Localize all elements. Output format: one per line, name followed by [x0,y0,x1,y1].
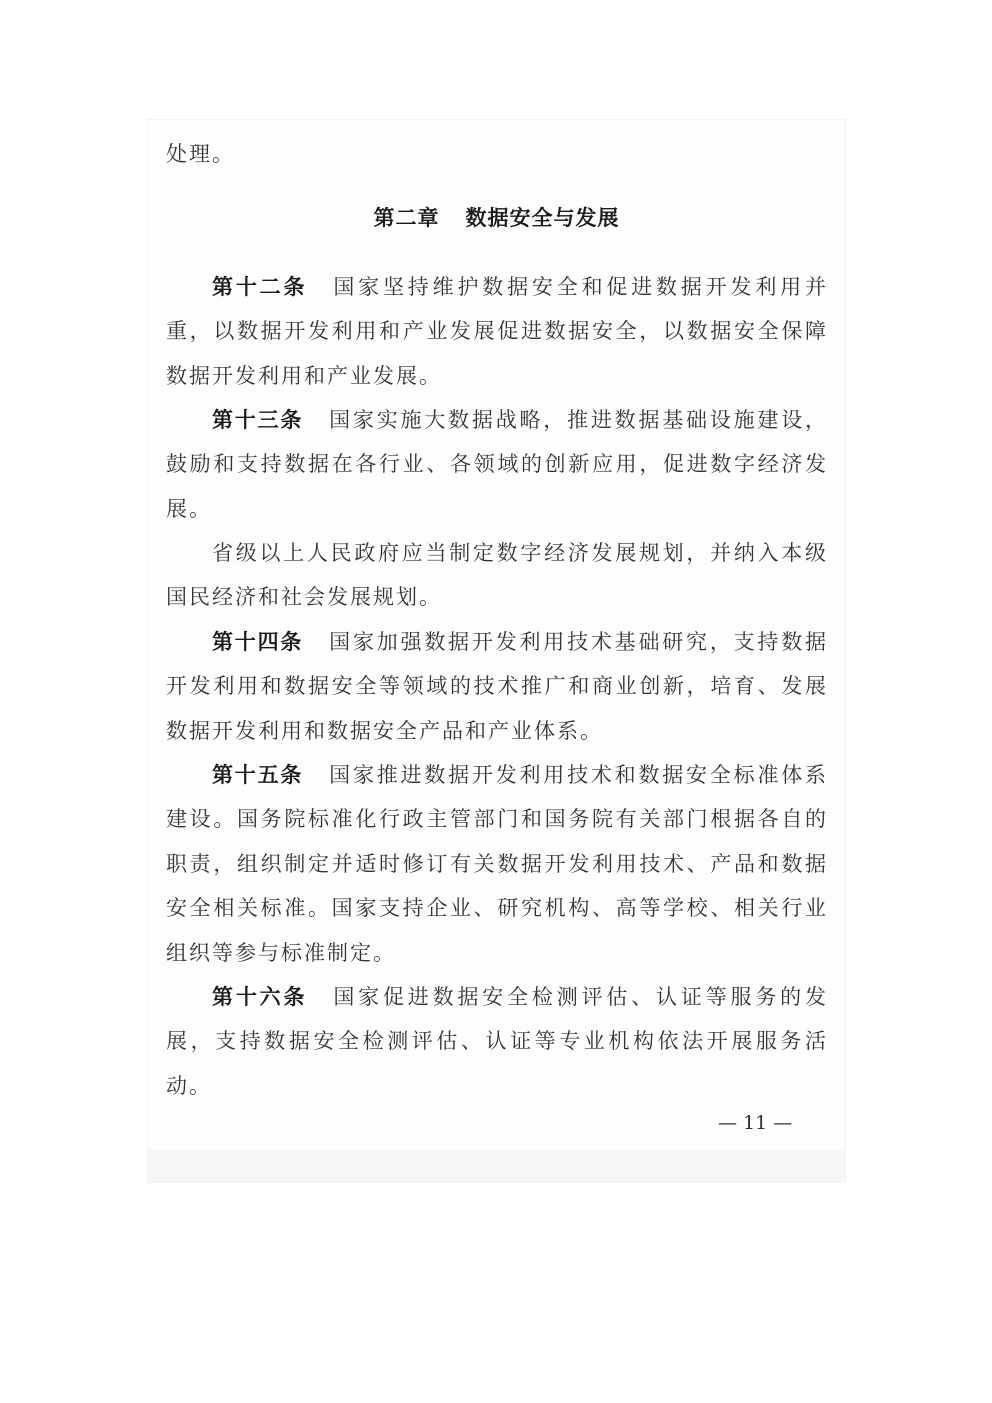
page-bottom-band [148,1150,845,1182]
article-text: 国家实施大数据战略，推进数据基础设施建设，鼓励和支持数据在各行业、各领域的创新应用，促进数字经济发展。 [166,408,829,521]
article-label: 第十五条 [212,763,304,787]
article-12 [166,265,828,398]
top-fragment: 处理。 [166,142,235,166]
article-text: 国家加强数据开发利用技术基础研究，支持数据开发利用和数据安全等领域的技术推广和商业创新，培育、发展数据开发利用和数据安全产品和产业体系。 [166,630,829,743]
article-text: 国家推进数据开发利用技术和数据安全标准体系建设。国务院标准化行政主管部门和国务院有关部门根据各自的职责，组织制定并适时修订有关数据开发利用技术、产品和数据安全相关标准。国家支持企业、研究机构、高等学校、相关行业组织等参与标准制定。 [166,763,829,965]
chapter-heading [148,202,845,232]
article-16 [166,975,828,1108]
article-13 [166,398,828,531]
chapter-title: 数据安全与发展 [465,206,620,230]
chapter-number: 第二章 [373,206,440,230]
page-number: — 11 — [718,1112,793,1134]
article-text: 国家促进数据安全检测评估、认证等服务的发展，支持数据安全检测评估、认证等专业机构依法开展服务活动。 [166,985,829,1098]
article-label: 第十三条 [212,408,304,432]
article-text: 省级以上人民政府应当制定数字经济发展规划，并纳入本级国民经济和社会发展规划。 [166,541,828,610]
article-14 [166,620,828,753]
article-text: 国家坚持维护数据安全和促进数据开发利用并重，以数据开发利用和产业发展促进数据安全，以数据安全保障数据开发利用和产业发展。 [166,275,829,388]
article-13-paragraph-2 [166,531,828,620]
article-label: 第十六条 [212,985,308,1009]
article-15 [166,753,828,975]
article-label: 第十二条 [212,275,308,299]
article-label: 第十四条 [212,630,304,654]
